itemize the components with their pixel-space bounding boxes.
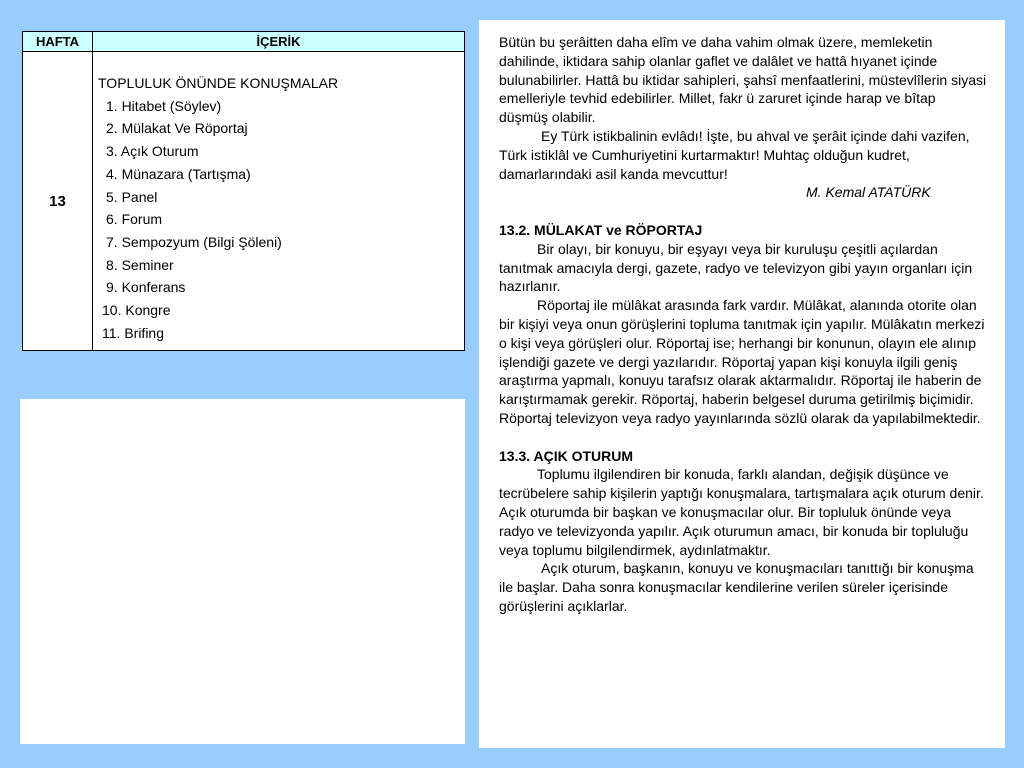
list-item: 8. Seminer: [106, 256, 174, 273]
blank-panel: [20, 399, 465, 744]
section-heading: 13.2. MÜLAKAT ve RÖPORTAJ: [499, 221, 703, 238]
content-title: TOPLULUK ÖNÜNDE KONUŞMALAR: [98, 75, 339, 91]
section-paragraph: Toplumu ilgilendiren bir konuda, farklı alandan, değişik düşünce ve tecrübelere sahip kişilerin yaptığı konuşmalara, tartışmalara açık oturum denir. Açık oturumda bir başkan ve konuşmacılar olur. Bir topluluk önünde veya radyo ve televizyonda yapılır. Açık oturumun amacı, bir konuda bir topluluğu veya toplumu bilgilendirmek, aydınlatmaktır.: [499, 466, 984, 558]
section-paragraph: Röportaj ile mülâkat arasında fark vardır. Mülâkat, alanında otorite olan bir kişiyi veya onun görüşlerini topluma tanıtmak için yapılır. Mülâkatın merkezi o kişi veya görüşleri olur. Röportaj ise; herhangi bir konunun, olayın ele alınıp işlendiği gazete ve dergi yazılarıdır. Röportaj yapan kişi konuyla ilgili geniş araştırma yapmalı, konuyu tarafsız olarak aktarmalıdır. Röportaj ile haberin de karıştırmamak gerekir. Röportaj, haberin belgesel duruma getirilmiş biçimidir. Röportaj televizyon veya radyo yayınlarında sözlü olarak da yapılabilmektedir.: [499, 297, 985, 426]
list-item: 7. Sempozyum (Bilgi Şöleni): [106, 233, 282, 250]
table-header-row: [23, 32, 465, 52]
table-row: [23, 52, 465, 351]
header-content: İÇERİK: [93, 32, 465, 52]
section-heading: 13.3. AÇIK OTURUM: [499, 447, 634, 464]
text-panel: [479, 20, 1005, 748]
quote-paragraph: Ey Türk istikbalinin evlâdı! İşte, bu ahval ve şerâit içinde dahi vazifen, Türk istiklâl ve Cumhuriyetini kurtarmaktır! Muhtaç olduğun kudret, damarlarındaki asil kanda mevcuttur!: [499, 127, 970, 182]
list-item: 9. Konferans: [106, 279, 186, 296]
syllabus-table: [22, 31, 465, 351]
quote-author: M. Kemal ATATÜRK: [806, 184, 931, 201]
list-item: 1. Hitabet (Söylev): [106, 97, 222, 114]
content-cell: [93, 52, 465, 351]
quote-paragraph: Bütün bu şerâitten daha elîm ve daha vahim olmak üzere, memleketin dahilinde, iktidara sahip olanlar gaflet ve dalâlet ve hattâ hıyanet içinde bulunabilirler. Hattâ bu iktidar sahipleri, şahsî menfaatlerini, müstevlîlerin siyasi emelleriyle tevhid edebilirler. Millet, fakr ü zaruret içinde harap ve bîtap düşmüş olabilir.: [499, 34, 987, 126]
list-item: 3. Açık Oturum: [106, 143, 199, 160]
content-list: [98, 95, 464, 345]
list-item: 11. Brifing: [102, 324, 164, 341]
list-item: 2. Mülakat Ve Röportaj: [106, 120, 248, 137]
list-item: 4. Münazara (Tartışma): [106, 165, 251, 182]
list-item: 6. Forum: [106, 211, 163, 228]
section-paragraph: Bir olayı, bir konuyu, bir eşyayı veya bir kuruluşu çeşitli açılardan tanıtmak amacıyla dergi, gazete, radyo ve televizyon gibi yayın organları için hazırlanır.: [499, 240, 973, 295]
section-paragraph: Açık oturum, başkanın, konuyu ve konuşmacıları tanıttığı bir konuşma ile başlar. Daha sonra konuşmacılar kendilerine verilen süreler içerisinde görüşlerini açıklarlar.: [499, 560, 974, 614]
list-item: 10. Kongre: [102, 302, 171, 319]
list-item: 5. Panel: [106, 188, 158, 205]
week-number: 13: [23, 52, 93, 351]
header-week: HAFTA: [23, 32, 93, 52]
